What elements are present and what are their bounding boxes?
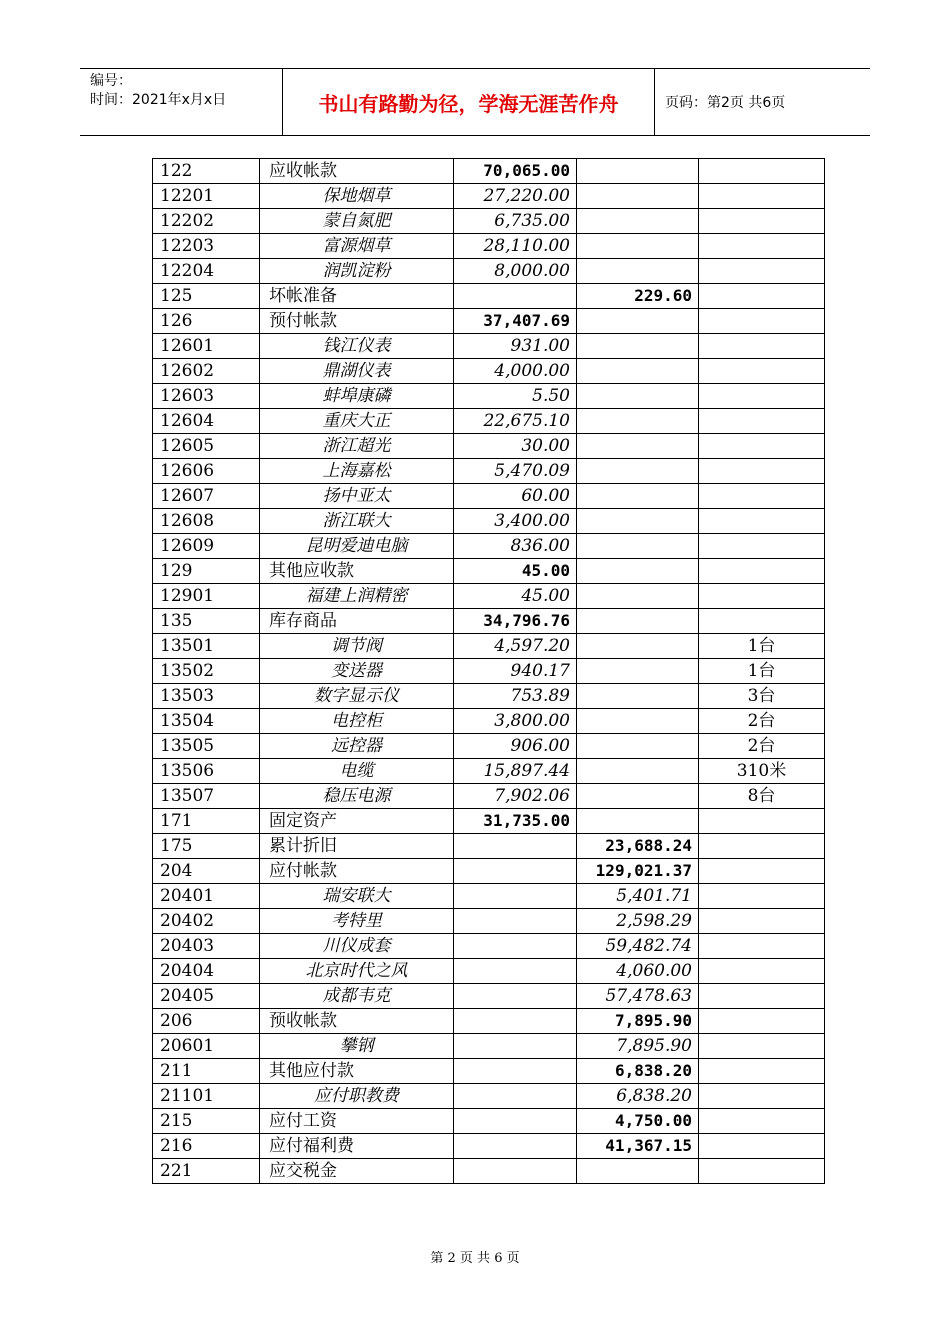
account-code-cell: 12609: [153, 534, 260, 559]
account-code-cell: 12901: [153, 584, 260, 609]
account-name-cell: 累计折旧: [260, 834, 454, 859]
table-row: [153, 1034, 825, 1059]
table-row: [153, 1134, 825, 1159]
quantity-cell: [699, 534, 825, 559]
table-row: [153, 234, 825, 259]
account-code-cell: 12603: [153, 384, 260, 409]
quantity-cell: [699, 159, 825, 184]
account-name-cell: 数字显示仪: [260, 684, 454, 709]
account-name-cell: 其他应付款: [260, 1059, 454, 1084]
table-row: [153, 984, 825, 1009]
credit-amount-cell: [577, 384, 699, 409]
credit-amount-cell: 5,401.71: [577, 884, 699, 909]
debit-amount-cell: 4,000.00: [454, 359, 577, 384]
debit-amount-cell: [454, 884, 577, 909]
quantity-cell: [699, 509, 825, 534]
credit-amount-cell: [577, 634, 699, 659]
account-name-cell: 固定资产: [260, 809, 454, 834]
account-name-cell: 蒙自氮肥: [260, 209, 454, 234]
credit-amount-cell: 6,838.20: [577, 1084, 699, 1109]
account-code-cell: 12601: [153, 334, 260, 359]
debit-amount-cell: 836.00: [454, 534, 577, 559]
account-code-cell: 12204: [153, 259, 260, 284]
account-code-cell: 13506: [153, 759, 260, 784]
table-row: [153, 634, 825, 659]
table-row: [153, 359, 825, 384]
debit-amount-cell: 70,065.00: [454, 159, 577, 184]
debit-amount-cell: 31,735.00: [454, 809, 577, 834]
account-code-cell: 221: [153, 1159, 260, 1184]
table-row: [153, 709, 825, 734]
debit-amount-cell: 931.00: [454, 334, 577, 359]
table-row: [153, 1109, 825, 1134]
account-code-cell: 13504: [153, 709, 260, 734]
account-name-cell: 蚌埠康磷: [260, 384, 454, 409]
quantity-cell: [699, 909, 825, 934]
quantity-cell: 1台: [699, 659, 825, 684]
credit-amount-cell: [577, 159, 699, 184]
table-row: [153, 184, 825, 209]
quantity-cell: [699, 609, 825, 634]
debit-amount-cell: 22,675.10: [454, 409, 577, 434]
quantity-cell: [699, 834, 825, 859]
credit-amount-cell: [577, 684, 699, 709]
account-code-cell: 20405: [153, 984, 260, 1009]
debit-amount-cell: 45.00: [454, 584, 577, 609]
quantity-cell: [699, 1159, 825, 1184]
quantity-cell: [699, 184, 825, 209]
debit-amount-cell: 60.00: [454, 484, 577, 509]
table-row: [153, 734, 825, 759]
credit-amount-cell: [577, 259, 699, 284]
account-name-cell: 攀钢: [260, 1034, 454, 1059]
account-code-cell: 12202: [153, 209, 260, 234]
table-row: [153, 484, 825, 509]
account-name-cell: 福建上润精密: [260, 584, 454, 609]
account-code-cell: 13501: [153, 634, 260, 659]
page-footer: 第 2 页 共 6 页: [430, 1251, 520, 1266]
table-row: [153, 884, 825, 909]
credit-amount-cell: [577, 209, 699, 234]
account-balance-table-body: [153, 159, 825, 1184]
debit-amount-cell: [454, 859, 577, 884]
account-name-cell: 其他应收款: [260, 559, 454, 584]
debit-amount-cell: 3,400.00: [454, 509, 577, 534]
account-code-cell: 125: [153, 284, 260, 309]
account-code-cell: 20404: [153, 959, 260, 984]
quantity-cell: [699, 384, 825, 409]
table-row: [153, 209, 825, 234]
quantity-cell: [699, 484, 825, 509]
table-row: [153, 159, 825, 184]
account-code-cell: 20403: [153, 934, 260, 959]
table-row: [153, 1159, 825, 1184]
account-name-cell: 昆明爱迪电脑: [260, 534, 454, 559]
account-name-cell: 电控柜: [260, 709, 454, 734]
debit-amount-cell: [454, 1034, 577, 1059]
account-name-cell: 应交税金: [260, 1159, 454, 1184]
header-meta: [80, 69, 283, 135]
account-code-cell: 13507: [153, 784, 260, 809]
quantity-cell: 8台: [699, 784, 825, 809]
table-row: [153, 659, 825, 684]
account-name-cell: 润凯淀粉: [260, 259, 454, 284]
credit-amount-cell: [577, 759, 699, 784]
account-code-cell: 13503: [153, 684, 260, 709]
table-row: [153, 409, 825, 434]
account-name-cell: 浙江联大: [260, 509, 454, 534]
debit-amount-cell: 753.89: [454, 684, 577, 709]
credit-amount-cell: 59,482.74: [577, 934, 699, 959]
quantity-cell: [699, 434, 825, 459]
credit-amount-cell: 4,750.00: [577, 1109, 699, 1134]
account-code-cell: 12201: [153, 184, 260, 209]
credit-amount-cell: [577, 359, 699, 384]
debit-amount-cell: 34,796.76: [454, 609, 577, 634]
quantity-cell: 310米: [699, 759, 825, 784]
debit-amount-cell: 6,735.00: [454, 209, 577, 234]
credit-amount-cell: 7,895.90: [577, 1009, 699, 1034]
account-code-cell: 13502: [153, 659, 260, 684]
account-code-cell: 13505: [153, 734, 260, 759]
account-name-cell: 保地烟草: [260, 184, 454, 209]
debit-amount-cell: 45.00: [454, 559, 577, 584]
account-name-cell: 远控器: [260, 734, 454, 759]
debit-amount-cell: 27,220.00: [454, 184, 577, 209]
debit-amount-cell: [454, 1059, 577, 1084]
account-name-cell: 川仪成套: [260, 934, 454, 959]
table-row: [153, 459, 825, 484]
account-name-cell: 稳压电源: [260, 784, 454, 809]
account-name-cell: 富源烟草: [260, 234, 454, 259]
account-name-cell: 上海嘉松: [260, 459, 454, 484]
table-row: [153, 584, 825, 609]
debit-amount-cell: 4,597.20: [454, 634, 577, 659]
debit-amount-cell: [454, 909, 577, 934]
credit-amount-cell: [577, 434, 699, 459]
credit-amount-cell: [577, 709, 699, 734]
table-row: [153, 1059, 825, 1084]
account-code-cell: 211: [153, 1059, 260, 1084]
debit-amount-cell: [454, 1009, 577, 1034]
account-code-cell: 122: [153, 159, 260, 184]
quantity-cell: [699, 959, 825, 984]
account-code-cell: 206: [153, 1009, 260, 1034]
account-code-cell: 12203: [153, 234, 260, 259]
page-header: [80, 68, 870, 136]
quantity-cell: [699, 334, 825, 359]
table-row: [153, 384, 825, 409]
quantity-cell: [699, 459, 825, 484]
debit-amount-cell: [454, 934, 577, 959]
account-code-cell: 175: [153, 834, 260, 859]
account-name-cell: 扬中亚太: [260, 484, 454, 509]
quantity-cell: [699, 309, 825, 334]
credit-amount-cell: 2,598.29: [577, 909, 699, 934]
table-row: [153, 284, 825, 309]
header-motto: 书山有路勤为径，学海无涯苦作舟: [283, 69, 655, 135]
credit-amount-cell: [577, 409, 699, 434]
credit-amount-cell: [577, 459, 699, 484]
credit-amount-cell: [577, 734, 699, 759]
account-name-cell: 电缆: [260, 759, 454, 784]
account-name-cell: 应付工资: [260, 1109, 454, 1134]
credit-amount-cell: 129,021.37: [577, 859, 699, 884]
table-row: [153, 684, 825, 709]
account-name-cell: 调节阀: [260, 634, 454, 659]
quantity-cell: [699, 409, 825, 434]
debit-amount-cell: [454, 959, 577, 984]
credit-amount-cell: 229.60: [577, 284, 699, 309]
table-row: [153, 809, 825, 834]
credit-amount-cell: [577, 1159, 699, 1184]
debit-amount-cell: 906.00: [454, 734, 577, 759]
table-row: [153, 784, 825, 809]
debit-amount-cell: [454, 1134, 577, 1159]
credit-amount-cell: 23,688.24: [577, 834, 699, 859]
debit-amount-cell: [454, 1084, 577, 1109]
quantity-cell: [699, 1134, 825, 1159]
quantity-cell: [699, 359, 825, 384]
credit-amount-cell: 41,367.15: [577, 1134, 699, 1159]
account-name-cell: 应付帐款: [260, 859, 454, 884]
account-name-cell: 考特里: [260, 909, 454, 934]
debit-amount-cell: 7,902.06: [454, 784, 577, 809]
document-date-label: 时间：2021年x月x日: [90, 92, 227, 108]
account-name-cell: 成都韦克: [260, 984, 454, 1009]
account-name-cell: 重庆大正: [260, 409, 454, 434]
table-row: [153, 1084, 825, 1109]
account-code-cell: 135: [153, 609, 260, 634]
quantity-cell: [699, 1009, 825, 1034]
quantity-cell: [699, 884, 825, 909]
account-name-cell: 应付职教费: [260, 1084, 454, 1109]
account-code-cell: 12605: [153, 434, 260, 459]
table-row: [153, 509, 825, 534]
quantity-cell: 1台: [699, 634, 825, 659]
table-row: [153, 759, 825, 784]
debit-amount-cell: 5,470.09: [454, 459, 577, 484]
debit-amount-cell: [454, 1109, 577, 1134]
account-name-cell: 应收帐款: [260, 159, 454, 184]
quantity-cell: [699, 559, 825, 584]
account-code-cell: 20401: [153, 884, 260, 909]
quantity-cell: [699, 1034, 825, 1059]
account-code-cell: 216: [153, 1134, 260, 1159]
credit-amount-cell: 4,060.00: [577, 959, 699, 984]
debit-amount-cell: [454, 834, 577, 859]
debit-amount-cell: 15,897.44: [454, 759, 577, 784]
account-code-cell: 171: [153, 809, 260, 834]
account-name-cell: 钱江仪表: [260, 334, 454, 359]
quantity-cell: [699, 1059, 825, 1084]
account-code-cell: 12608: [153, 509, 260, 534]
account-code-cell: 12607: [153, 484, 260, 509]
table-row: [153, 859, 825, 884]
table-row: [153, 534, 825, 559]
quantity-cell: [699, 584, 825, 609]
account-name-cell: 变送器: [260, 659, 454, 684]
account-code-cell: 12602: [153, 359, 260, 384]
quantity-cell: [699, 234, 825, 259]
account-name-cell: 北京时代之风: [260, 959, 454, 984]
account-balance-table: [152, 158, 825, 1184]
quantity-cell: 2台: [699, 709, 825, 734]
account-code-cell: 20402: [153, 909, 260, 934]
account-code-cell: 20601: [153, 1034, 260, 1059]
credit-amount-cell: [577, 609, 699, 634]
table-row: [153, 909, 825, 934]
account-name-cell: 应付福利费: [260, 1134, 454, 1159]
credit-amount-cell: [577, 484, 699, 509]
table-row: [153, 434, 825, 459]
quantity-cell: [699, 284, 825, 309]
table-row: [153, 259, 825, 284]
quantity-cell: [699, 259, 825, 284]
document-number-label: 编号：: [90, 73, 132, 89]
account-name-cell: 预付帐款: [260, 309, 454, 334]
account-code-cell: 204: [153, 859, 260, 884]
account-name-cell: 预收帐款: [260, 1009, 454, 1034]
credit-amount-cell: [577, 184, 699, 209]
header-page-label: 页码：第2页 共6页: [665, 95, 786, 111]
table-row: [153, 309, 825, 334]
credit-amount-cell: 6,838.20: [577, 1059, 699, 1084]
credit-amount-cell: [577, 584, 699, 609]
account-name-cell: 鼎湖仪表: [260, 359, 454, 384]
debit-amount-cell: [454, 984, 577, 1009]
quantity-cell: [699, 1109, 825, 1134]
debit-amount-cell: 5.50: [454, 384, 577, 409]
table-row: [153, 1009, 825, 1034]
credit-amount-cell: [577, 659, 699, 684]
account-code-cell: 129: [153, 559, 260, 584]
quantity-cell: [699, 934, 825, 959]
table-row: [153, 834, 825, 859]
credit-amount-cell: [577, 809, 699, 834]
table-row: [153, 334, 825, 359]
table-row: [153, 959, 825, 984]
credit-amount-cell: [577, 784, 699, 809]
account-code-cell: 126: [153, 309, 260, 334]
debit-amount-cell: 8,000.00: [454, 259, 577, 284]
debit-amount-cell: [454, 284, 577, 309]
debit-amount-cell: 940.17: [454, 659, 577, 684]
quantity-cell: [699, 209, 825, 234]
quantity-cell: [699, 809, 825, 834]
account-code-cell: 215: [153, 1109, 260, 1134]
quantity-cell: [699, 1084, 825, 1109]
account-code-cell: 21101: [153, 1084, 260, 1109]
account-name-cell: 库存商品: [260, 609, 454, 634]
debit-amount-cell: 28,110.00: [454, 234, 577, 259]
credit-amount-cell: [577, 334, 699, 359]
table-row: [153, 934, 825, 959]
credit-amount-cell: [577, 234, 699, 259]
credit-amount-cell: [577, 309, 699, 334]
credit-amount-cell: [577, 509, 699, 534]
quantity-cell: 2台: [699, 734, 825, 759]
account-name-cell: 瑞安联大: [260, 884, 454, 909]
quantity-cell: [699, 859, 825, 884]
account-code-cell: 12606: [153, 459, 260, 484]
debit-amount-cell: 37,407.69: [454, 309, 577, 334]
credit-amount-cell: [577, 559, 699, 584]
account-name-cell: 浙江超光: [260, 434, 454, 459]
debit-amount-cell: 30.00: [454, 434, 577, 459]
credit-amount-cell: 7,895.90: [577, 1034, 699, 1059]
credit-amount-cell: [577, 534, 699, 559]
debit-amount-cell: [454, 1159, 577, 1184]
quantity-cell: [699, 984, 825, 1009]
account-name-cell: 坏帐准备: [260, 284, 454, 309]
account-code-cell: 12604: [153, 409, 260, 434]
quantity-cell: 3台: [699, 684, 825, 709]
table-row: [153, 559, 825, 584]
debit-amount-cell: 3,800.00: [454, 709, 577, 734]
table-row: [153, 609, 825, 634]
credit-amount-cell: 57,478.63: [577, 984, 699, 1009]
